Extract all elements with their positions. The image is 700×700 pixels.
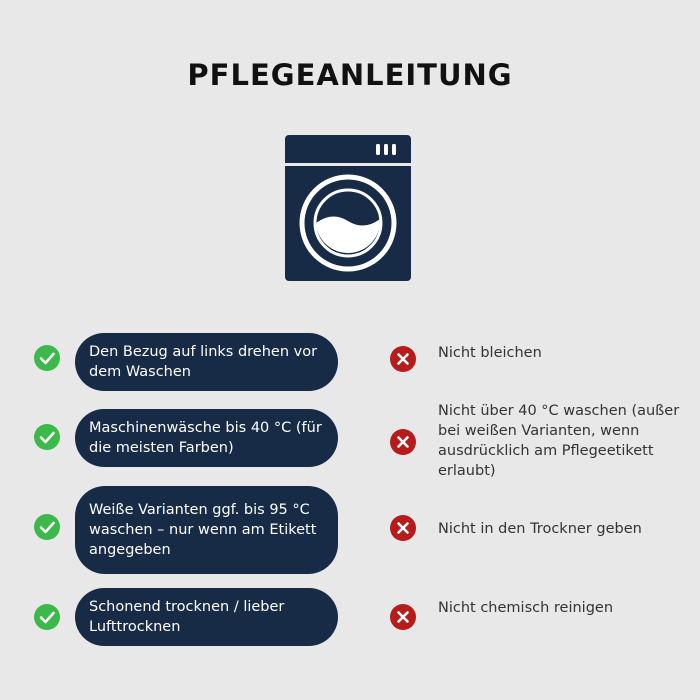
washing-machine-icon [285,135,411,281]
cross-icon [390,515,416,541]
check-icon [34,514,60,540]
check-icon [34,424,60,450]
check-icon [34,604,60,630]
cross-icon [390,346,416,372]
care-instruction-do: Den Bezug auf links drehen vor dem Waschen [75,333,338,391]
cross-icon [390,429,416,455]
care-instruction-dont: Nicht in den Trockner geben [438,521,642,537]
care-instruction-dont: Nicht über 40 °C waschen (außer bei weißen Varianten, wenn ausdrücklich am Pflegeetikett erlaubt) [438,403,680,479]
care-instruction-dont: Nicht chemisch reinigen [438,600,614,616]
care-instruction-dont: Nicht bleichen [438,345,542,361]
care-instruction-do: Weiße Varianten ggf. bis 95 °C waschen – nur wenn am Etikett angegeben [75,486,338,574]
check-icon [34,345,60,371]
page-title: PFLEGEANLEITUNG [187,58,513,92]
cross-icon [390,604,416,630]
care-instruction-do: Schonend trocknen / lieber Lufttrocknen [75,588,338,646]
care-instruction-do: Maschinenwäsche bis 40 °C (für die meisten Farben) [75,409,338,467]
